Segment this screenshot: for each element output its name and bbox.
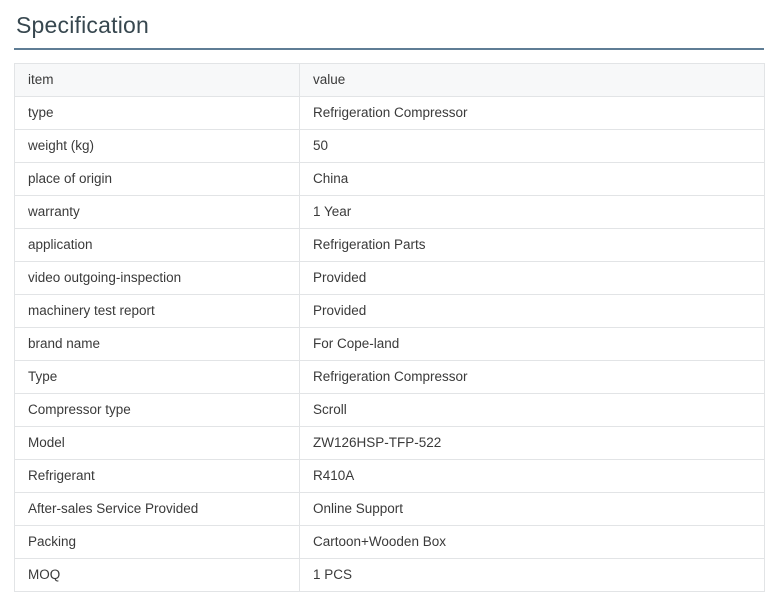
row-item-label: Refrigerant [15,460,300,493]
row-item-value: 1 PCS [300,559,765,592]
table-row [15,97,765,130]
row-item-value: Refrigeration Compressor [300,97,765,130]
table-row [15,394,765,427]
row-item-label: machinery test report [15,295,300,328]
specification-table-container [14,63,764,592]
table-row [15,196,765,229]
table-row [15,493,765,526]
row-item-value: Online Support [300,493,765,526]
row-item-label: Type [15,361,300,394]
row-item-label: place of origin [15,163,300,196]
row-item-label: Model [15,427,300,460]
table-row [15,460,765,493]
table-row [15,295,765,328]
row-item-value: 50 [300,130,765,163]
row-item-value: 1 Year [300,196,765,229]
row-item-label: weight (kg) [15,130,300,163]
row-item-value: ZW126HSP-TFP-522 [300,427,765,460]
column-header-value: value [300,64,765,97]
row-item-value: For Cope-land [300,328,765,361]
table-row [15,526,765,559]
table-header-row [15,64,765,97]
row-item-value: Provided [300,262,765,295]
specification-table [14,63,765,592]
row-item-label: Packing [15,526,300,559]
column-header-item: item [15,64,300,97]
row-item-label: Compressor type [15,394,300,427]
row-item-value: Provided [300,295,765,328]
row-item-value: Refrigeration Compressor [300,361,765,394]
row-item-value: Refrigeration Parts [300,229,765,262]
row-item-label: MOQ [15,559,300,592]
row-item-label: video outgoing-inspection [15,262,300,295]
table-row [15,130,765,163]
table-row [15,229,765,262]
row-item-label: After-sales Service Provided [15,493,300,526]
table-header [15,64,765,97]
table-row [15,427,765,460]
table-row [15,262,765,295]
table-row [15,328,765,361]
row-item-label: brand name [15,328,300,361]
row-item-value: China [300,163,765,196]
row-item-label: type [15,97,300,130]
row-item-label: application [15,229,300,262]
page-title: Specification [14,10,764,50]
row-item-value: R410A [300,460,765,493]
row-item-value: Scroll [300,394,765,427]
table-body [15,97,765,592]
table-row [15,361,765,394]
table-row [15,559,765,592]
table-row [15,163,765,196]
row-item-label: warranty [15,196,300,229]
row-item-value: Cartoon+Wooden Box [300,526,765,559]
